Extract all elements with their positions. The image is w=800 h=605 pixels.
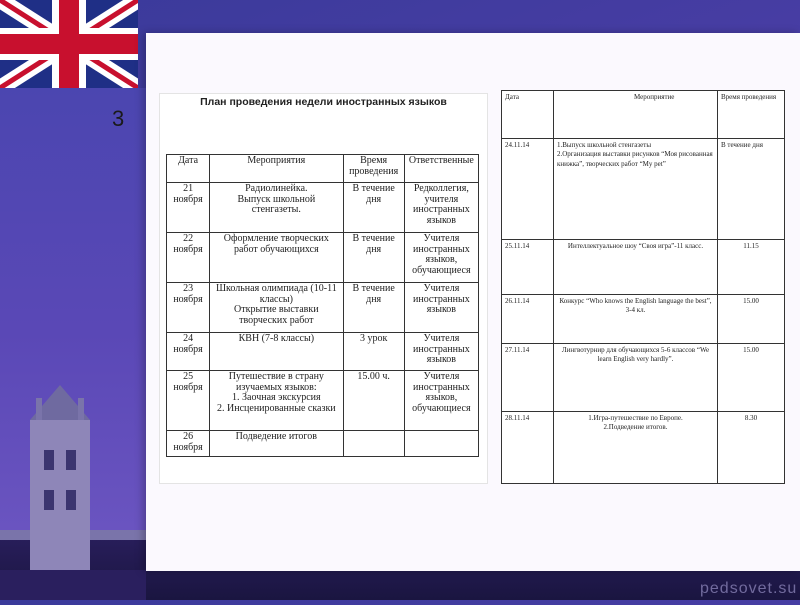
plan-cell-time [343,431,404,457]
plan-cell-date: 22 ноября [167,233,210,283]
table-row [502,295,785,344]
schedule-cell-event: Лингвотурнир для обучающихся 5-6 классов “We learn English very hardly”. [554,344,718,412]
union-jack-image [0,0,138,88]
plan-cell-time: В течение дня [343,183,404,233]
plan-cell-responsible: Учителя иностранных языков, обучающиеся [404,233,478,283]
table-row [167,283,479,333]
schedule-cell-date: 24.11.14 [502,139,554,240]
schedule-cell-date: 25.11.14 [502,240,554,295]
schedule-cell-date: 27.11.14 [502,344,554,412]
schedule-header-time: Время проведения [718,91,785,139]
plan-header-date: Дата [167,155,210,183]
plan-header-event: Мероприятия [210,155,343,183]
table-row [502,139,785,240]
schedule-cell-date: 26.11.14 [502,295,554,344]
table-row [167,233,479,283]
plan-title: План проведения недели иностранных языков [200,96,447,108]
site-watermark: pedsovet.su [700,580,798,597]
schedule-table [501,90,785,484]
schedule-cell-event: 1.Игра-путешествие по Европе. 2.Подведение итогов. [554,412,718,484]
plan-cell-date: 24 ноября [167,333,210,371]
schedule-cell-event: 1.Выпуск школьной стенгазеты 2.Организация выставки рисунков “Моя рисованная книжка”, творческих работ “My pet” [554,139,718,240]
plan-cell-responsible: Редколлегия, учителя иностранных языков [404,183,478,233]
plan-cell-date: 21 ноября [167,183,210,233]
plan-cell-responsible: Учителя иностранных языков [404,333,478,371]
schedule-cell-time: 11.15 [718,240,785,295]
schedule-header-event: Мероприятие [554,91,718,139]
plan-cell-date: 23 ноября [167,283,210,333]
schedule-header-row [502,91,785,139]
tower-bridge-image [0,380,146,600]
slide-number: 3 [112,106,125,131]
plan-cell-event: Оформление творческих работ обучающихся [210,233,343,283]
plan-cell-responsible [404,431,478,457]
plan-cell-time: В течение дня [343,283,404,333]
plan-cell-date: 25 ноября [167,371,210,431]
plan-cell-event: Подведение итогов [210,431,343,457]
plan-cell-time: 15.00 ч. [343,371,404,431]
table-row [167,333,479,371]
plan-cell-responsible: Учителя иностранных языков [404,283,478,333]
plan-cell-event: Школьная олимпиада (10-11 классы) Открытие выставки творческих работ [210,283,343,333]
schedule-cell-time: 15.00 [718,295,785,344]
plan-table [166,154,479,457]
plan-cell-time: 3 урок [343,333,404,371]
table-row [167,371,479,431]
plan-cell-time: В течение дня [343,233,404,283]
plan-cell-event: Путешествие в страну изучаемых языков: 1. Заочная экскурсия 2. Инсценированные сказки [210,371,343,431]
schedule-document [501,90,785,484]
plan-document [159,93,488,484]
plan-cell-event: Радиолинейка. Выпуск школьной стенгазеты. [210,183,343,233]
table-row [167,183,479,233]
plan-cell-date: 26 ноября [167,431,210,457]
schedule-cell-time: В течение дня [718,139,785,240]
table-row [502,412,785,484]
plan-cell-event: КВН (7-8 классы) [210,333,343,371]
schedule-cell-event: Конкурс “Who knows the English language the best”, 3-4 кл. [554,295,718,344]
table-row [502,240,785,295]
plan-header-row [167,155,479,183]
table-row [502,344,785,412]
table-row [167,431,479,457]
plan-cell-responsible: Учителя иностранных языков, обучающиеся [404,371,478,431]
schedule-cell-date: 28.11.14 [502,412,554,484]
plan-header-time: Время проведения [343,155,404,183]
schedule-cell-time: 15.00 [718,344,785,412]
schedule-cell-time: 8.30 [718,412,785,484]
schedule-cell-event: Интеллектуальное шоу “Своя игра”-11 класс. [554,240,718,295]
schedule-header-date: Дата [502,91,554,139]
plan-header-responsible: Ответственные [404,155,478,183]
